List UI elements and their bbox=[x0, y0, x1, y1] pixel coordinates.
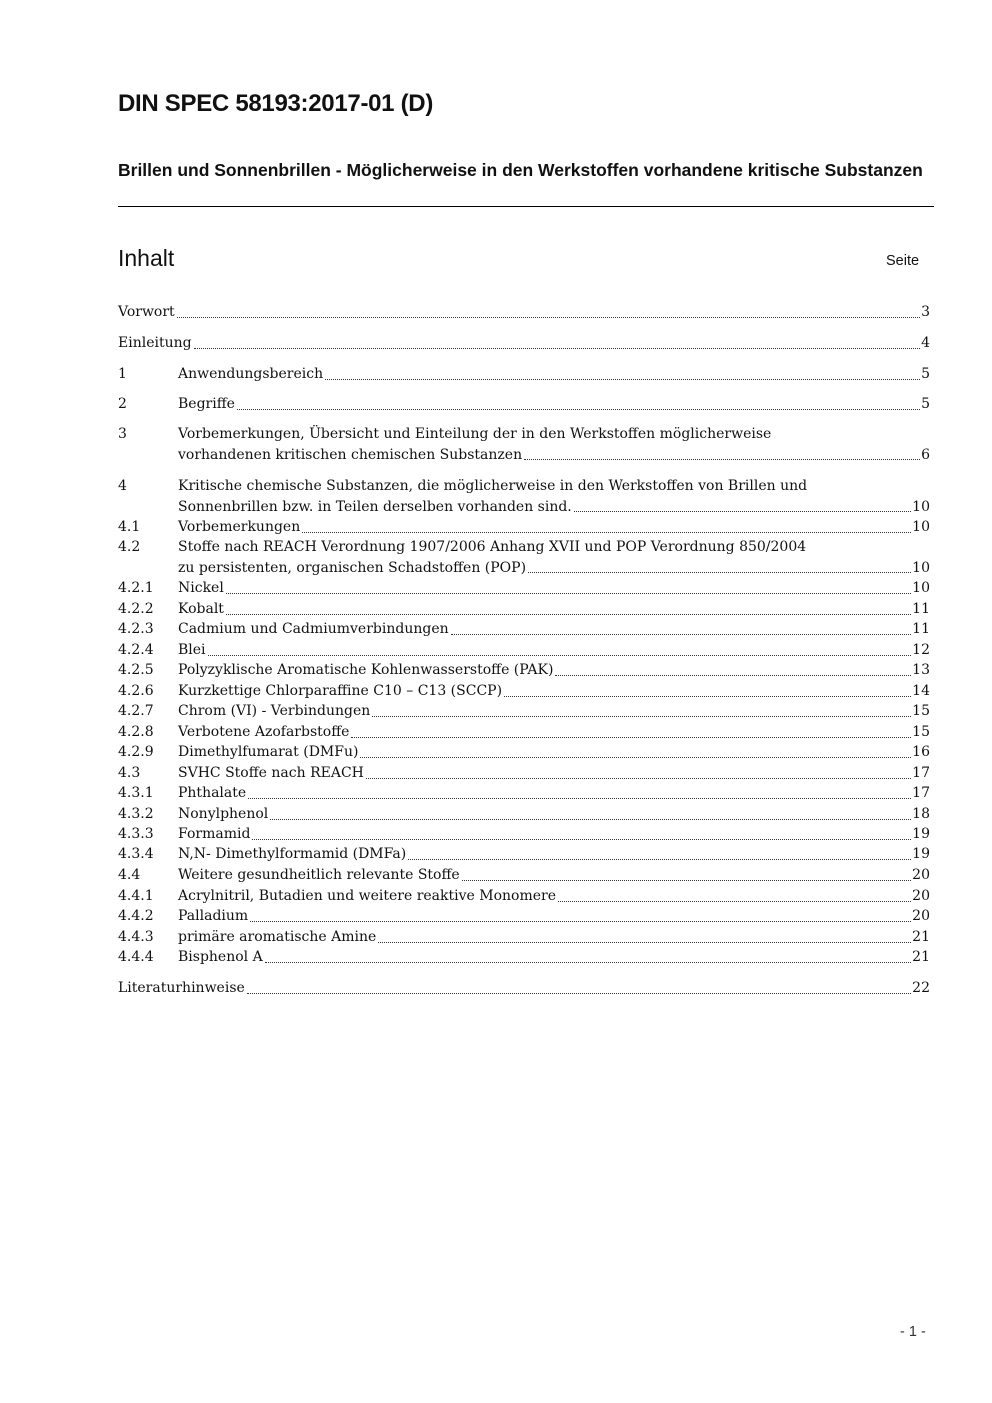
toc-entry-number: 4.3.2 bbox=[118, 806, 154, 822]
toc-entry[interactable] bbox=[118, 927, 930, 948]
toc-entry-title: primäre aromatische Amine bbox=[178, 929, 377, 945]
page-column-label: Seite bbox=[886, 253, 920, 269]
toc-entry-number: 4.2.1 bbox=[118, 580, 154, 596]
toc-entry[interactable] bbox=[118, 364, 930, 385]
toc-entry[interactable] bbox=[118, 660, 930, 681]
toc-entry-number: 4.2.7 bbox=[118, 703, 154, 719]
dot-leader bbox=[360, 742, 911, 763]
toc-entry-number: 4.4.1 bbox=[118, 888, 154, 904]
toc-entry-title: vorhandenen kritischen chemischen Substanzen bbox=[178, 446, 523, 463]
dot-leader bbox=[177, 302, 920, 323]
toc-entry[interactable] bbox=[118, 742, 930, 763]
toc-entry[interactable] bbox=[118, 424, 930, 465]
toc-entry-number: 4.2.9 bbox=[118, 744, 154, 760]
toc-entry-number: 4.2.4 bbox=[118, 642, 154, 658]
dot-leader bbox=[378, 927, 911, 948]
dot-leader bbox=[325, 364, 920, 385]
toc-entry-page: 16 bbox=[912, 744, 930, 760]
toc-entry-page: 5 bbox=[921, 366, 930, 382]
toc-entry-number: 2 bbox=[118, 396, 127, 412]
toc-entry-page: 10 bbox=[912, 580, 930, 596]
toc-entry-number: 4.3.4 bbox=[118, 846, 154, 862]
dot-leader bbox=[574, 497, 911, 518]
toc-entry-page: 10 bbox=[912, 559, 930, 576]
toc-entry-number: 1 bbox=[118, 366, 127, 382]
dot-leader bbox=[504, 681, 911, 702]
toc-entry[interactable] bbox=[118, 578, 930, 599]
toc-entry-title: Begriffe bbox=[178, 396, 235, 412]
toc-entry-number: 4.4 bbox=[118, 867, 141, 883]
toc-entry-number: 4.3.1 bbox=[118, 785, 154, 801]
toc-entry-page: 17 bbox=[912, 785, 930, 801]
toc-entry[interactable] bbox=[118, 394, 930, 415]
dot-leader bbox=[462, 865, 911, 886]
toc-entry-title: Cadmium und Cadmiumverbindungen bbox=[178, 621, 449, 637]
document-title: DIN SPEC 58193:2017-01 (D) bbox=[118, 90, 434, 117]
toc-entry-page: 10 bbox=[912, 519, 930, 535]
toc-entry-page: 20 bbox=[912, 908, 930, 924]
title-divider bbox=[118, 206, 934, 207]
toc-entry[interactable] bbox=[118, 783, 930, 804]
dot-leader bbox=[451, 619, 912, 640]
toc-entry-title: Dimethylfumarat (DMFu) bbox=[178, 744, 359, 760]
toc-entry[interactable] bbox=[118, 804, 930, 825]
toc-entry-page: 19 bbox=[912, 826, 930, 842]
dot-leader bbox=[351, 722, 911, 743]
dot-leader bbox=[247, 978, 911, 999]
toc-entry-page: 15 bbox=[912, 703, 930, 719]
dot-leader bbox=[366, 763, 911, 784]
toc-entry-number: 4.2.5 bbox=[118, 662, 154, 678]
toc-entry-number: 4 bbox=[118, 478, 127, 494]
toc-entry-title: Vorbemerkungen, Übersicht und Einteilung der in den Werkstoffen möglicherweise bbox=[178, 426, 772, 442]
toc-entry-page: 3 bbox=[921, 304, 930, 320]
toc-entry-title: Kurzkettige Chlorparaffine C10 – C13 (SCCP) bbox=[178, 683, 503, 699]
toc-entry-title: Sonnenbrillen bzw. in Teilen derselben vorhanden sind. bbox=[178, 498, 572, 515]
dot-leader bbox=[555, 660, 911, 681]
toc-entry-title: Chrom (VI) - Verbindungen bbox=[178, 703, 371, 719]
toc-entry[interactable] bbox=[118, 599, 930, 620]
dot-leader bbox=[558, 886, 911, 907]
dot-leader bbox=[372, 701, 911, 722]
toc-entry-number: 4.2.2 bbox=[118, 601, 154, 617]
dot-leader bbox=[408, 844, 911, 865]
dot-leader bbox=[226, 578, 911, 599]
toc-entry-title: Blei bbox=[178, 642, 206, 658]
toc-entry-title: Vorwort bbox=[118, 304, 175, 320]
toc-entry-title: Palladium bbox=[178, 908, 249, 924]
toc-entry-number: 4.3 bbox=[118, 765, 141, 781]
dot-leader bbox=[528, 558, 911, 579]
toc-entry-title: Weitere gesundheitlich relevante Stoffe bbox=[178, 867, 460, 883]
toc-entry-title: Acrylnitril, Butadien und weitere reaktive Monomere bbox=[178, 888, 556, 904]
toc-entry[interactable] bbox=[118, 865, 930, 886]
dot-leader bbox=[226, 599, 911, 620]
toc-entry[interactable] bbox=[118, 978, 930, 999]
toc-entry-page: 12 bbox=[912, 642, 930, 658]
toc-entry-number: 4.1 bbox=[118, 519, 141, 535]
dot-leader bbox=[302, 517, 911, 538]
toc-entry-page: 20 bbox=[912, 888, 930, 904]
toc-entry-number: 3 bbox=[118, 426, 127, 442]
toc-entry[interactable] bbox=[118, 681, 930, 702]
dot-leader bbox=[194, 333, 921, 354]
toc-entry-title: N,N- Dimethylformamid (DMFa) bbox=[178, 846, 407, 862]
toc-entry-page: 11 bbox=[912, 621, 930, 637]
dot-leader bbox=[270, 804, 911, 825]
toc-entry-number: 4.2.8 bbox=[118, 724, 154, 740]
document-subtitle: Brillen und Sonnenbrillen - Möglicherweise in den Werkstoffen vorhandene kritische Substanzen bbox=[118, 160, 923, 180]
toc-entry[interactable] bbox=[118, 302, 930, 323]
toc-entry[interactable] bbox=[118, 517, 930, 538]
page-number: - 1 - bbox=[900, 1324, 926, 1340]
toc-entry-page: 5 bbox=[921, 396, 930, 412]
toc-entry-number: 4.4.3 bbox=[118, 929, 154, 945]
toc-entry-title: zu persistenten, organischen Schadstoffen (POP) bbox=[178, 559, 527, 576]
toc-entry[interactable] bbox=[118, 619, 930, 640]
toc-entry[interactable] bbox=[118, 886, 930, 907]
toc-entry-title: Vorbemerkungen bbox=[178, 519, 301, 535]
toc-entry-title: Kobalt bbox=[178, 601, 224, 617]
toc-entry[interactable] bbox=[118, 701, 930, 722]
toc-entry-title: Stoffe nach REACH Verordnung 1907/2006 Anhang XVII und POP Verordnung 850/2004 bbox=[178, 539, 807, 555]
toc-entry-page: 21 bbox=[912, 929, 930, 945]
toc-entry-title: Kritische chemische Substanzen, die möglicherweise in den Werkstoffen von Brillen und bbox=[178, 478, 808, 494]
toc-entry-number: 4.2.6 bbox=[118, 683, 154, 699]
toc-entry[interactable] bbox=[118, 763, 930, 784]
toc-entry-page: 11 bbox=[912, 601, 930, 617]
toc-entry[interactable] bbox=[118, 476, 930, 517]
toc-entry-page: 6 bbox=[921, 446, 930, 463]
toc-entry-title: Formamid bbox=[178, 826, 251, 842]
dot-leader bbox=[237, 394, 920, 415]
toc-entry-title: Polyzyklische Aromatische Kohlenwasserstoffe (PAK) bbox=[178, 662, 554, 678]
toc-entry-title: Bisphenol A bbox=[178, 949, 263, 965]
toc-entry[interactable] bbox=[118, 844, 930, 865]
toc-entry-title: Literaturhinweise bbox=[118, 980, 245, 996]
toc-entry-page: 4 bbox=[921, 335, 930, 351]
dot-leader bbox=[250, 906, 911, 927]
toc-entry[interactable] bbox=[118, 640, 930, 661]
contents-heading: Inhalt bbox=[118, 245, 175, 271]
toc-entry-page: 22 bbox=[912, 980, 930, 996]
toc-entry[interactable] bbox=[118, 537, 930, 578]
toc-entry-page: 20 bbox=[912, 867, 930, 883]
toc-entry[interactable] bbox=[118, 333, 930, 354]
dot-leader bbox=[208, 640, 912, 661]
toc-entry-number: 4.4.2 bbox=[118, 908, 154, 924]
toc-entry-title: Einleitung bbox=[118, 335, 192, 351]
toc-entry-number: 4.2.3 bbox=[118, 621, 154, 637]
dot-leader bbox=[252, 824, 911, 845]
toc-entry-number: 4.3.3 bbox=[118, 826, 154, 842]
toc-entry[interactable] bbox=[118, 824, 930, 845]
toc-entry[interactable] bbox=[118, 722, 930, 743]
toc-entry[interactable] bbox=[118, 947, 930, 968]
dot-leader bbox=[248, 783, 911, 804]
toc-entry-page: 14 bbox=[912, 683, 930, 699]
toc-entry-page: 17 bbox=[912, 765, 930, 781]
toc-entry-title: SVHC Stoffe nach REACH bbox=[178, 765, 364, 781]
dot-leader bbox=[524, 445, 920, 466]
toc-entry-page: 10 bbox=[912, 498, 930, 515]
toc-entry-title: Verbotene Azofarbstoffe bbox=[178, 724, 350, 740]
toc-entry-number: 4.2 bbox=[118, 539, 141, 555]
toc-entry-page: 13 bbox=[912, 662, 930, 678]
toc-entry-page: 15 bbox=[912, 724, 930, 740]
toc-entry-number: 4.4.4 bbox=[118, 949, 154, 965]
toc-entry-title: Nonylphenol bbox=[178, 806, 269, 822]
toc-entry-title: Anwendungsbereich bbox=[178, 366, 324, 382]
toc-entry-page: 19 bbox=[912, 846, 930, 862]
toc-entry-page: 21 bbox=[912, 949, 930, 965]
dot-leader bbox=[265, 947, 911, 968]
toc-entry-title: Phthalate bbox=[178, 785, 247, 801]
toc-entry-title: Nickel bbox=[178, 580, 224, 596]
toc-entry[interactable] bbox=[118, 906, 930, 927]
toc-entry-page: 18 bbox=[912, 806, 930, 822]
